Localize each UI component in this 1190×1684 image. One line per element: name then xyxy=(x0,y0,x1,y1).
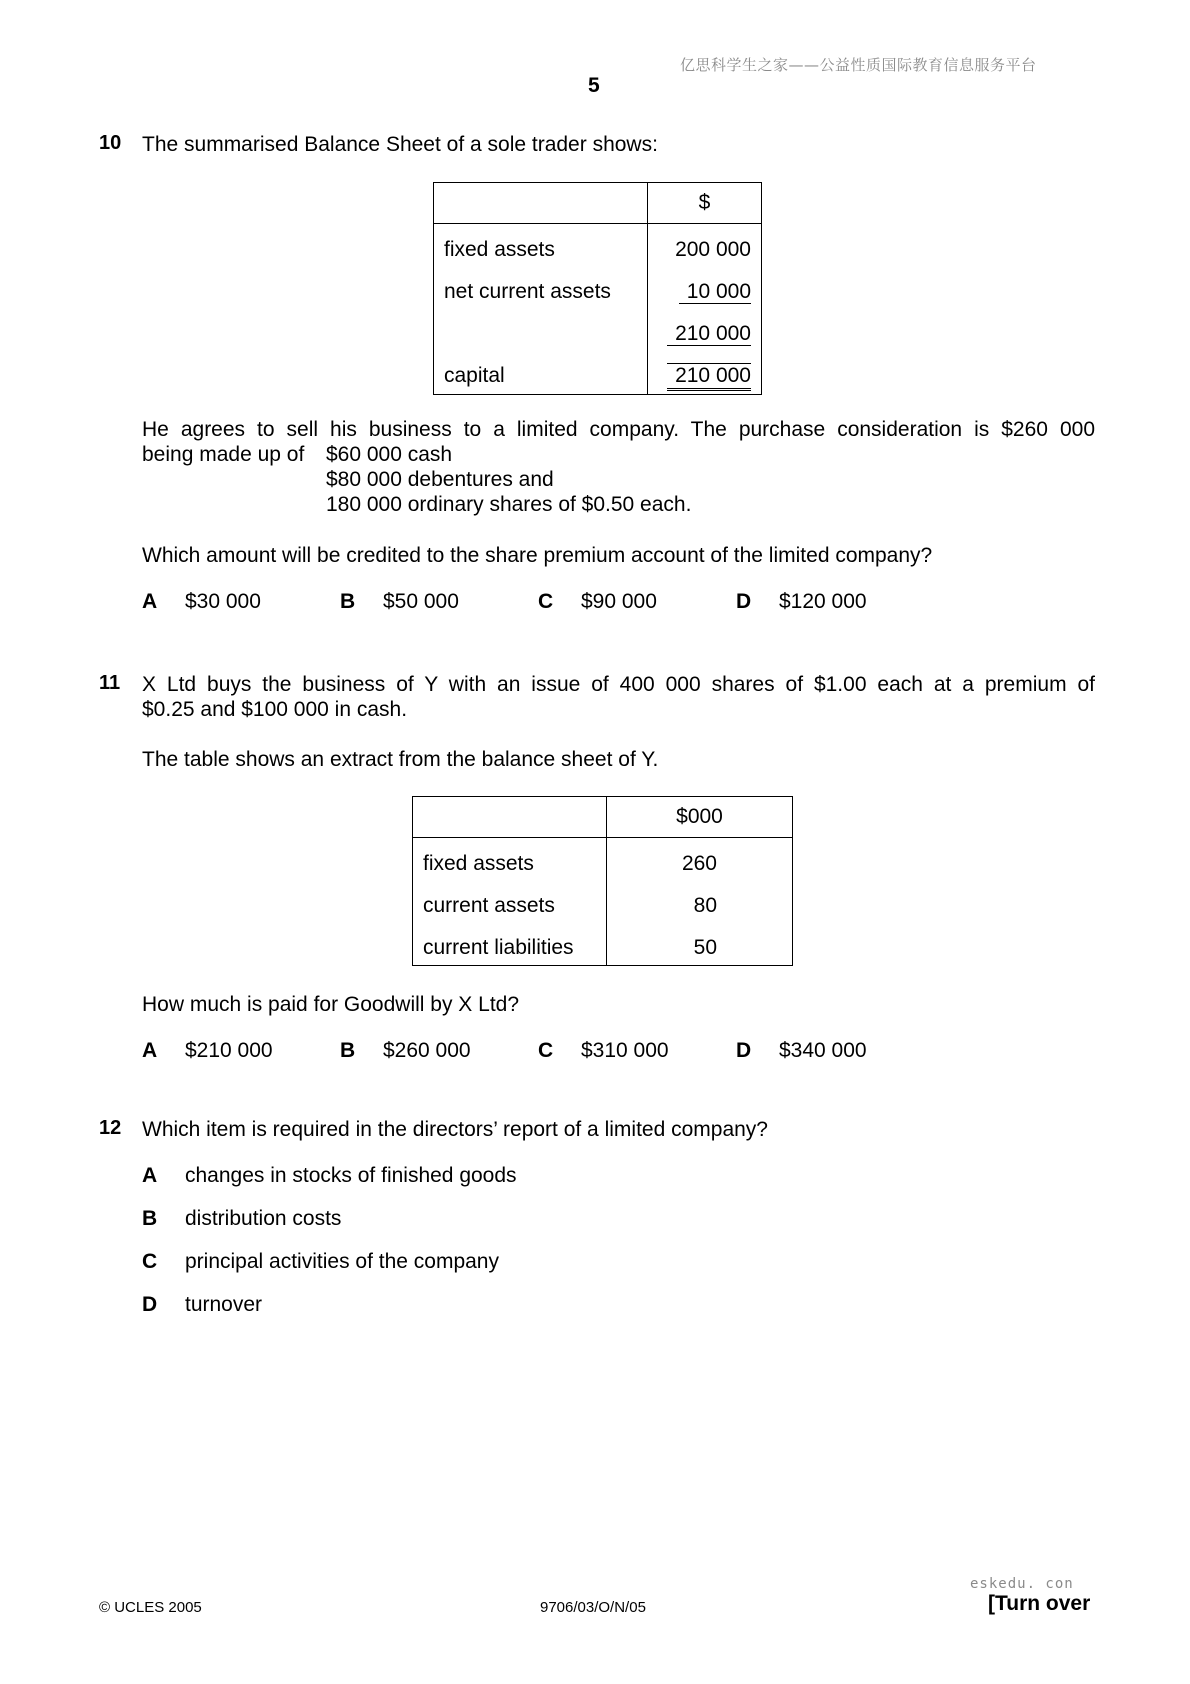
q11-option-d[interactable]: D $340 000 xyxy=(736,1039,867,1062)
q10-consideration-item: $60 000 cash xyxy=(326,443,453,466)
q10-row-value: 200 000 xyxy=(675,238,751,261)
q11-option-a[interactable]: A $210 000 xyxy=(142,1039,273,1062)
q10-question: Which amount will be credited to the share premium account of the limited company? xyxy=(142,544,933,567)
q12-question: Which item is required in the directors’ report of a limited company? xyxy=(142,1118,768,1141)
site-watermark: eskedu. con xyxy=(970,1576,1074,1592)
q11-table-currency-header: $000 xyxy=(676,805,723,828)
q10-table-currency-header: $ xyxy=(698,191,711,214)
q10-option-d[interactable]: D $120 000 xyxy=(736,590,867,613)
q10-balance-sheet-table xyxy=(433,182,762,395)
q11-table-intro: The table shows an extract from the balance sheet of Y. xyxy=(142,748,659,771)
q11-line1: X Ltd buys the business of Y with an issue of 400 000 shares of $1.00 each at a premium of xyxy=(142,673,1095,696)
question-10-number: 10 xyxy=(99,132,122,154)
q11-row-value: 80 xyxy=(693,894,717,917)
paper-code: 9706/03/O/N/05 xyxy=(540,1599,646,1616)
q12-option-c[interactable]: C principal activities of the company xyxy=(142,1250,499,1273)
q10-row-label xyxy=(434,313,647,355)
question-10-intro: The summarised Balance Sheet of a sole trader shows: xyxy=(142,133,658,156)
q12-option-a[interactable]: A changes in stocks of finished goods xyxy=(142,1164,517,1187)
q10-row-label: capital xyxy=(444,364,505,387)
question-12-number: 12 xyxy=(99,1117,122,1139)
question-11-number: 11 xyxy=(99,672,121,694)
q10-consideration-item: 180 000 ordinary shares of $0.50 each. xyxy=(326,493,692,516)
turn-over-text: [Turn over xyxy=(988,1592,1091,1615)
q11-option-b[interactable]: B $260 000 xyxy=(340,1039,471,1062)
q10-row-value: 10 000 xyxy=(648,271,761,313)
q10-option-a[interactable]: A $30 000 xyxy=(142,590,261,613)
q12-option-d[interactable]: D turnover xyxy=(142,1293,263,1316)
q10-paragraph-lead: being made up of xyxy=(142,443,305,466)
copyright-text: © UCLES 2005 xyxy=(99,1599,202,1616)
q10-row-value: 210 000 xyxy=(648,313,761,355)
q11-line2: $0.25 and $100 000 in cash. xyxy=(142,698,408,721)
q11-row-label: fixed assets xyxy=(423,852,534,875)
q11-row-label: current liabilities xyxy=(423,936,574,959)
q11-row-label: current assets xyxy=(423,894,555,917)
q11-option-c[interactable]: C $310 000 xyxy=(538,1039,669,1062)
q10-option-b[interactable]: B $50 000 xyxy=(340,590,459,613)
q12-option-b[interactable]: B distribution costs xyxy=(142,1207,342,1230)
page-number: 5 xyxy=(588,74,600,97)
q11-row-value: 260 xyxy=(681,852,717,875)
q10-row-value: 210 000 xyxy=(648,355,761,394)
q10-table-blank-header xyxy=(434,183,647,223)
q10-paragraph-line1: He agrees to sell his business to a limited company. The purchase consideration is $260 000 xyxy=(142,418,1095,441)
q10-row-label: net current assets xyxy=(444,280,611,303)
q10-consideration-item: $80 000 debentures and xyxy=(326,468,554,491)
q11-row-value: 50 xyxy=(693,936,717,959)
watermark-text: 亿思科学生之家——公益性质国际教育信息服务平台 xyxy=(680,56,1037,74)
q10-option-c[interactable]: C $90 000 xyxy=(538,590,657,613)
q10-row-label: fixed assets xyxy=(444,238,555,261)
q11-table-blank-header xyxy=(413,797,606,837)
q11-balance-sheet-table xyxy=(412,796,793,966)
q11-question: How much is paid for Goodwill by X Ltd? xyxy=(142,993,520,1016)
